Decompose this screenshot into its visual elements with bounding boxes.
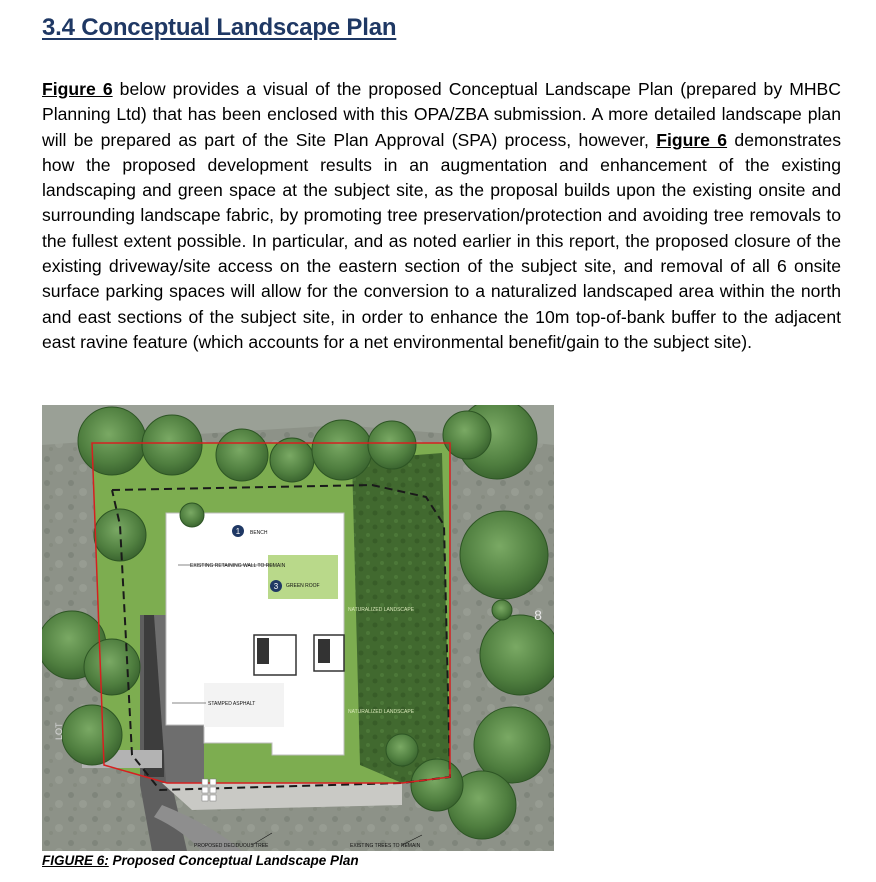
paragraph-text: below provides a visual of the proposed Conceptual Landscape Plan (prepared by MHBC Planning Ltd) that has been enclosed with this OPA/ZBA submission. A more detailed landscape plan will be prepared as part of the Site Plan Approval (SPA) process, however, (42, 79, 841, 150)
bench-label: BENCH (250, 530, 268, 536)
caption-label: FIGURE 6: (42, 853, 109, 868)
green-roof-label: GREEN ROOF (286, 583, 320, 589)
figure-reference: Figure 6 (42, 79, 113, 99)
caption-text: Proposed Conceptual Landscape Plan (108, 853, 359, 868)
retaining-wall-label: EXISTING RETAINING WALL TO REMAIN (190, 563, 286, 569)
naturalized-label-2: NATURALIZED LANDSCAPE (348, 709, 415, 715)
marker-1: 1 (235, 527, 241, 536)
body-paragraph (42, 77, 841, 355)
lot-label: LOT (54, 722, 64, 740)
existing-trees-label: EXISTING TREES TO REMAIN (350, 843, 421, 849)
landscape-plan-image (42, 405, 554, 851)
section-heading: 3.4 Conceptual Landscape Plan (42, 14, 397, 41)
figure-reference: Figure 6 (656, 129, 728, 150)
deciduous-tree-label: PROPOSED DECIDUOUS TREE (194, 843, 269, 849)
lot-number-label: 8 (534, 607, 542, 623)
figure-caption (42, 853, 359, 868)
stamped-asphalt-label: STAMPED ASPHALT (208, 701, 256, 707)
landscape-plan-figure (42, 405, 554, 851)
naturalized-label-1: NATURALIZED LANDSCAPE (348, 607, 415, 613)
marker-3: 3 (273, 582, 279, 591)
paragraph-text: demonstrates how the proposed development results in an augmentation and enhancement of the existing landscaping and green space at the subject site, as the proposal builds upon the existing onsite and surrounding landscape fabric, by promoting tree preservation/protection and avoiding tree removals to the fullest extent possible. In particular, and as noted earlier in this report, the proposed closure of the existing driveway/site access on the eastern section of the subject site, and removal of all 6 onsite surface parking spaces will allow for the conversion to a naturalized landscaped area within the north and east sections of the subject site, in order to enhance the 10m top-of-bank buffer to the adjacent east ravine feature (which accounts for a net environmental benefit/gain to the subject site). (42, 129, 841, 352)
